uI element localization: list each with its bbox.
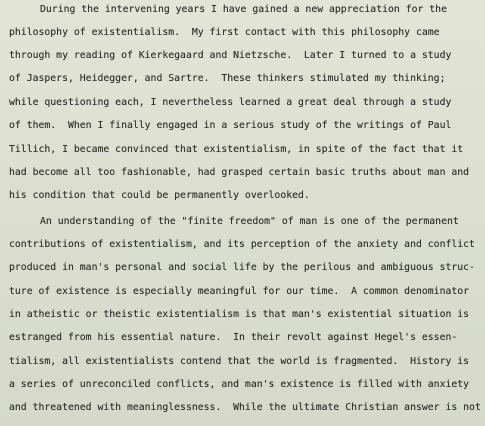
text-line: produced in man's personal and social life by the perilous and ambiguous struc-	[9, 262, 475, 273]
text-line: in atheistic or theistic existentialism is that man's existential situation is	[9, 309, 470, 320]
text-line: philosophy of existentialism. My first contact with this philosophy came	[9, 27, 440, 38]
text-line: estranged from his essential nature. In their revolt against Hegel's essen-	[9, 332, 458, 343]
text-line: An understanding of the "finite freedom" of man is one of the permanent	[40, 216, 459, 227]
text-line: while questioning each, I nevertheless learned a great deal through a study	[9, 97, 452, 108]
text-line: Tillich, I became convinced that existentialism, in spite of the fact that it	[9, 144, 464, 155]
text-line: his condition that could be permanently overlooked.	[9, 190, 310, 201]
text-line: a series of unreconciled conflicts, and man's existence is filled with anxiety	[9, 379, 470, 390]
text-line: of Jaspers, Heidegger, and Sartre. These thinkers stimulated my thinking;	[9, 73, 446, 84]
text-line: tialism, all existentialists contend that the world is fragmented. History is	[9, 356, 470, 367]
text-line: ture of existence is especially meaningful for our time. A common denominator	[9, 286, 470, 297]
text-line: of them. When I finally engaged in a serious study of the writings of Paul	[9, 120, 452, 131]
text-line: contributions of existentialism, and its perception of the anxiety and conflict	[9, 239, 475, 250]
text-line: and threatened with meaninglessness. While the ultimate Christian answer is not	[9, 402, 481, 413]
text-line: had become all too fashionable, had grasped certain basic truths about man and	[9, 167, 470, 178]
text-line: During the intervening years I have gained a new appreciation for the	[40, 4, 447, 15]
text-line: through my reading of Kierkegaard and Nietzsche. Later I turned to a study	[9, 50, 452, 61]
